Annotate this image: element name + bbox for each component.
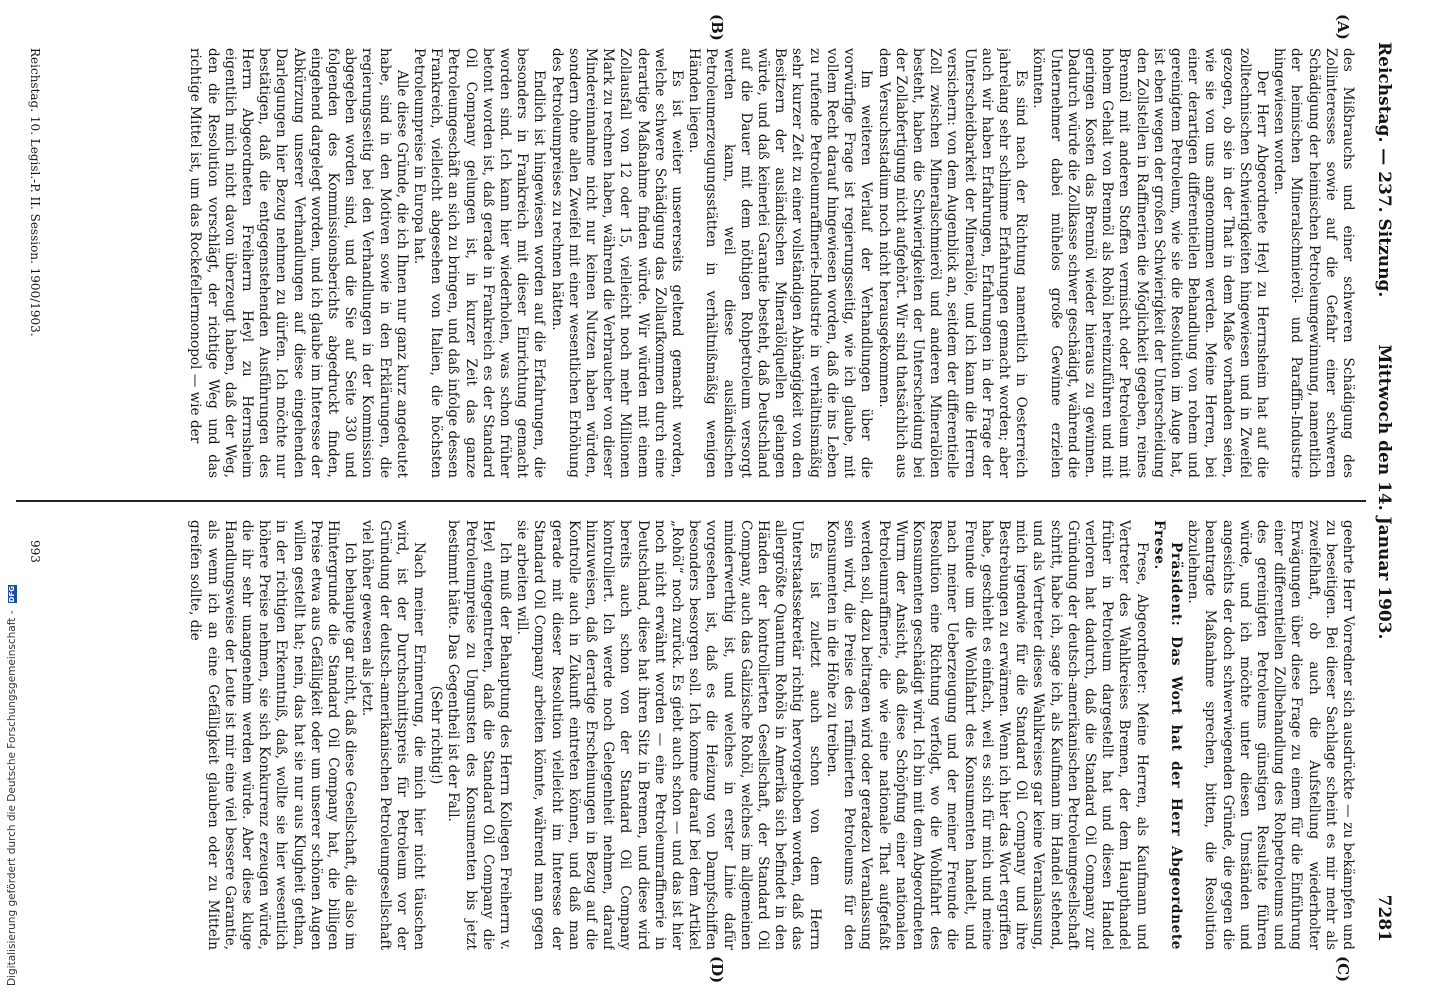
paragraph: Im weiteren Verlauf der Verhandlungen über die vorwürfige Frage ist regierungsseitig, wie ich glaube, mit vollem Recht darauf hingewiesen worden, daß die ins Leben zu rufende Petroleumraffinerie-Industrie in verhältnismäßig sehr kurzer Zeit zu einer vollständigen Abhängigkeit von den Besitzern der ausländischen Mineralölquellen gelangen würde, und daß keinerlei Garantie besteht, daß Deutschland auf die Dauer mit dem nöthigen Rohpetroleum versorgt werden kann, weil diese ausländischen Petroleumerzeugungsstätten in verhältnißmäßig wenigen Händen liegen. [686, 48, 875, 478]
column-divider [16, 500, 1366, 502]
paragraph: Ich muß der Behauptung des Herrn Kollegen Freiherrn v. Heyl entgegentreten, daß die Standard Oil Company die Petroleumpreise zu Ungunsten des Konsumenten bis jetzt bestimmt hätte. Das Gegentheil ist der Fall. [445, 520, 514, 950]
speaker-paragraph: Präsident: Das Wort hat der Herr Abgeordnete Frese. [1150, 520, 1184, 950]
paragraph: des Mißbrauchs und einer schweren Schädigung des Zollinteresses sowie auf die Gefahr einer schweren Schädigung der heimischen Petroleumgewinnung, namentlich der heimischen Mineralschmieröl- und Paraffin-Industrie hingewiesen worden. [1271, 48, 1356, 478]
paragraph: Endlich ist hingewiesen worden auf die Erfahrungen, die besonders in Frankreich mit dieser Einrichtung gemacht worden sind. Ich kann hier wiederholen, was schon früher betont worden ist, daß gerade in Frankreich es der Standard Oil Company gelungen ist, in kurzer Zeit das ganze Petroleumgeschäft an sich zu bringen, und daß infolge dessen Frankreich, vielleicht abgesehen von Italien, die höchsten Petroleumpreise in Europa hat. [411, 48, 548, 478]
paragraph: Der Herr Abgeordnete Heyl zu Herrnsheim hat auf die zolltechnischen Schwierigkeiten hingewiesen und in Zweifel gezogen, ob sie in der That in dem Maße vorhanden seien, wie sie von uns angenommen werden. Meine Herren, bei einer derartigen differentiellen Behandlung von rohem und gereinigtem Petroleum, wie sie die Resolution im Auge hat, ist eben wegen der großen Schwierigkeit der Unterscheidung den Zollstellen in Raffinerien die Möglichkeit gegeben, reines Brennöl mit anderen Stoffen vermischt oder Petroleum mit hohem Gehalt von Brennöl als Rohöl hereinzuführen und mit geringen Kosten das Brennöl wieder hieraus zu gewinnen. Dadurch würde die Zollkasse schwer geschädigt, während die Unternehmer dabei mühelos große Gewinne erzielen könnten. [1030, 48, 1270, 478]
paragraph: Nach meiner Erinnerung, die mich hier nicht täuschen wird, ist der Durchschnittspreis für Petroleum vor der Gründung der deutsch-amerikanischen Petroleumgesellschaft viel höher gewesen als jetzt. [359, 520, 428, 950]
header-page-number: 7281 [1374, 894, 1394, 942]
interjection: (Sehr richtig!) [428, 685, 445, 785]
paragraph: Es ist weiter unsererseits geltend gemacht worden, welche schwere Schädigung das Zollaufkommen durch eine derartige Maßnahme finden würde. Wir würden mit einem Zollausfall von 12 oder 15, vielleicht noch mehr Millionen Mark zu rechnen haben, während die Verbraucher von dieser Mindereinnahme nicht nur keinen Nutzen haben würden, sondern ohne allen Zweifel mit einer wesentlichen Erhöhung des Petroleumpreises zu rechnen hätten. [548, 48, 686, 478]
dfg-logo-icon: DFG [7, 585, 16, 603]
paragraph: Alle diese Gründe, die ich Ihnen nur ganz kurz angedeutet habe, sind in den Motiven sowie in den Erklärungen, die regierungsseitig bei den Verhandlungen in der Kommission abgegeben worden sind, und die Sie auf Seite 330 und folgenden des Kommissionsberichts abgedruckt finden, eingehend dargelegt worden, und ich glaube im Interesse der Abkürzung unserer Verhandlungen auf diese eingehenden Darlegungen hier Bezug nehmen zu dürfen. Ich möchte nur bestätigen, daß die entgegenstehenden Ausführungen des Herrn Abgeordneten Freiherrn Heyl zu Herrnsheim eigentlich mich nicht davon überzeugt haben, daß der Weg, den die Resolution vorschlägt, der richtige Weg und das richtige Mittel ist, um das Rockefellermonopol — wie der [187, 48, 410, 478]
margin-marker-b: (B) [708, 14, 726, 41]
digitization-credit [6, 0, 18, 986]
margin-marker-a: (A) [1334, 14, 1352, 40]
header-left: Reichstag. — 237. Sitzung. [1374, 42, 1394, 298]
credit-text: Digitalisierung gefördert durch die Deutsche Forschungsgemeinschaft - [6, 610, 18, 986]
paragraph: Es sind nach der Richtung namentlich in Oesterreich jahrelang sehr schlimme Erfahrungen gemacht worden; aber auch wir haben Erfahrungen, Erfahrungen in der Frage der Unterscheidbarkeit der Mineralöle, und ich kann die Herren versichern: von dem Augenblick an, seitdem der differentielle Zoll zwischen Mineralschmieröl und anderen Mineralölen besteht, haben die Schwierigkeiten der Unterscheidung bei der Zollabfertigung nicht aufgehört. Wir sind thatsächlich aus dem Versuchsstadium noch nicht herausgekommen. [875, 48, 1030, 478]
left-column [56, 48, 1356, 478]
margin-marker-c: (C) [1334, 956, 1352, 983]
page-header [1370, 42, 1394, 942]
right-column [56, 520, 1356, 950]
page-footer: Reichstag. 10. Legisl.-P. II. Session. 1900/1903. [28, 48, 42, 337]
footer-page-number: 993 [28, 540, 42, 563]
paragraph: Ich behaupte gar nicht, daß diese Gesellschaft, die also im Hintergrunde die Standard Oil Company hat, die billigen Preise etwa aus Gefälligkeit oder um unserer schönen Augen willen gestellt hat; nein, das hat sie nur aus Klugheit gethan, in der richtigen Erkenntniß, daß, wollte sie hier wesentlich höhere Preise nehmen, sie sich Konkurrenz erzeugen würde, die ihr sehr unangenehm werden würde. Aber diese kluge Handlungsweise der Leute ist mir eine viel bessere Garantie, als wenn ich an eine Gefälligkeit glauben oder zu Mitteln greifen sollte, die [187, 520, 359, 950]
paragraph: Frese, Abgeordneter: Meine Herren, als Kaufmann und Vertreter des Wahlkreises Bremen, der dem Haupthandel früher in Petroleum dargestellt hat und diesen Handel verloren hat dadurch, daß die Standard Oil Company zur Gründung der deutsch-amerikanischen Petroleumgesellschaft schritt, habe ich, sage ich, als Kaufmann im Handel stehend, und als Vertreter dieses Wahlkreises gar keine Veranlassung, mich irgendwie für die Standard Oil Company und ihre Bestrebungen zu erwärmen. Wenn ich hier das Wort ergriffen habe, geschieht es einfach, weil es sich für mich und meine Freunde um die Wohlfahrt des Konsumenten handelt, und nach meiner Ueberzeugung und der meiner Freunde die Resolution eine Richtung verfolgt, wo die Wohlfahrt des Konsumenten geschädigt wird. Ich bin mit dem Abgeordneten Wurm der Ansicht, daß diese Schöpfung einer nationalen Petroleumraffinerie, die wie eine nationale That aufgefaßt werden soll, dazu beitragen wird oder geradezu Veranlassung sein wird, die Preise des raffinierten Petroleums für den Konsumenten in die Höhe zu treiben. [823, 520, 1150, 950]
margin-marker-d: (D) [708, 956, 726, 984]
paragraph: geehrte Herr Vorredner sich ausdrückte — zu bekämpfen und zu beseitigen. Bei dieser Sachlage scheint es mir mehr als zweifelhaft, ob auch die Aufstellung wiederholter Erwägungen über diese Frage zu einem für die Einführung einer differentiellen Zollbehandlung des Rohpetroleums und des gereinigten Petroleums günstigen Resultate führen würde, und ich möchte unter diesen Umständen und angesichts der doch schwerwiegenden Gründe, die gegen die beantragte Maßnahme sprechen, bitten, die Resolution abzulehnen. [1185, 520, 1356, 950]
header-date: Mittwoch den 14. Januar 1903. [1374, 344, 1394, 640]
paragraph: Es ist zuletzt auch schon von dem Herrn Unterstaatssekretär richtig hervorgehoben worden, daß das allergrößte Quantum Rohöls in Amerika sich befindet in den Händen der kontrollierten Gesellschaft, der Standard Oil Company, auch das Galizische Rohöl, welches im allgemeinen minderwerthig ist, und welches in erster Linie dafür vorgesehen ist, daß es die Heizung von Dampfschiffen besonders besorgen soll. Ich komme darauf bei dem Artikel „Rohöl“ noch zurück. Es giebt auch schon — und das ist hier noch nicht erwähnt worden — eine Petroleumraffinerie in Deutschland, diese hat ihren Sitz in Bremen, und diese wird bereits auch schon von der Standard Oil Company kontrolliert. Ich werde noch Gelegenheit nehmen, darauf hinzuweisen, daß derartige Erscheinungen in Bezug auf die Kontrolle auch in Zukunft eintreten können, und daß man gerade mit dieser Resolution vielleicht im Interesse der Standard Oil Company arbeiten könnte, während man gegen sie arbeiten will. [514, 520, 823, 950]
